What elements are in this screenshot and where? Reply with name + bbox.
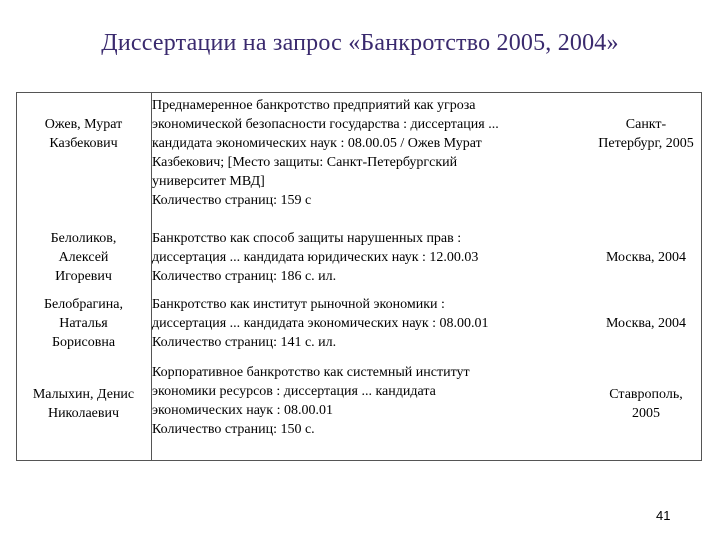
author-cell: Белоликов, Алексей Игоревич — [50, 231, 117, 284]
place-year-cell: Ставрополь, 2005 — [609, 387, 683, 421]
description-cell: Преднамеренное банкротство предприятий как угроза экономической безопасности государства : диссертация ... кандидата экономических наук : 08.00.05 / Ожев Мурат Казбекович; [Место защиты: Санкт-Петербургский университет МВД] Количество страниц: 159 с — [152, 98, 499, 208]
author-cell: Белобрагина, Наталья Борисовна — [43, 297, 124, 350]
place-year-cell: Санкт- Петербург, 2005 — [598, 117, 694, 151]
author-cell: Малыхин, Денис Николаевич — [32, 387, 135, 421]
place-year-cell: Москва, 2004 — [605, 250, 687, 265]
description-cell: Корпоративное банкротство как системный институт экономики ресурсов : диссертация ... кандидата экономических наук : 08.00.01 Количество страниц: 150 с. — [152, 365, 470, 437]
description-cell: Банкротство как способ защиты нарушенных прав : диссертация ... кандидата юридических наук : 12.00.03 Количество страниц: 186 с. ил. — [152, 231, 479, 284]
dissertation-table — [16, 92, 702, 461]
description-cell: Банкротство как институт рыночной экономики : диссертация ... кандидата экономических наук : 08.00.01 Количество страниц: 141 с. ил. — [152, 297, 489, 350]
slide-title: Диссертации на запрос «Банкротство 2005, 2004» — [101, 30, 619, 56]
author-cell: Ожев, Мурат Казбекович — [44, 117, 123, 151]
place-year-cell: Москва, 2004 — [605, 316, 687, 331]
page-number: 41 — [656, 508, 671, 523]
